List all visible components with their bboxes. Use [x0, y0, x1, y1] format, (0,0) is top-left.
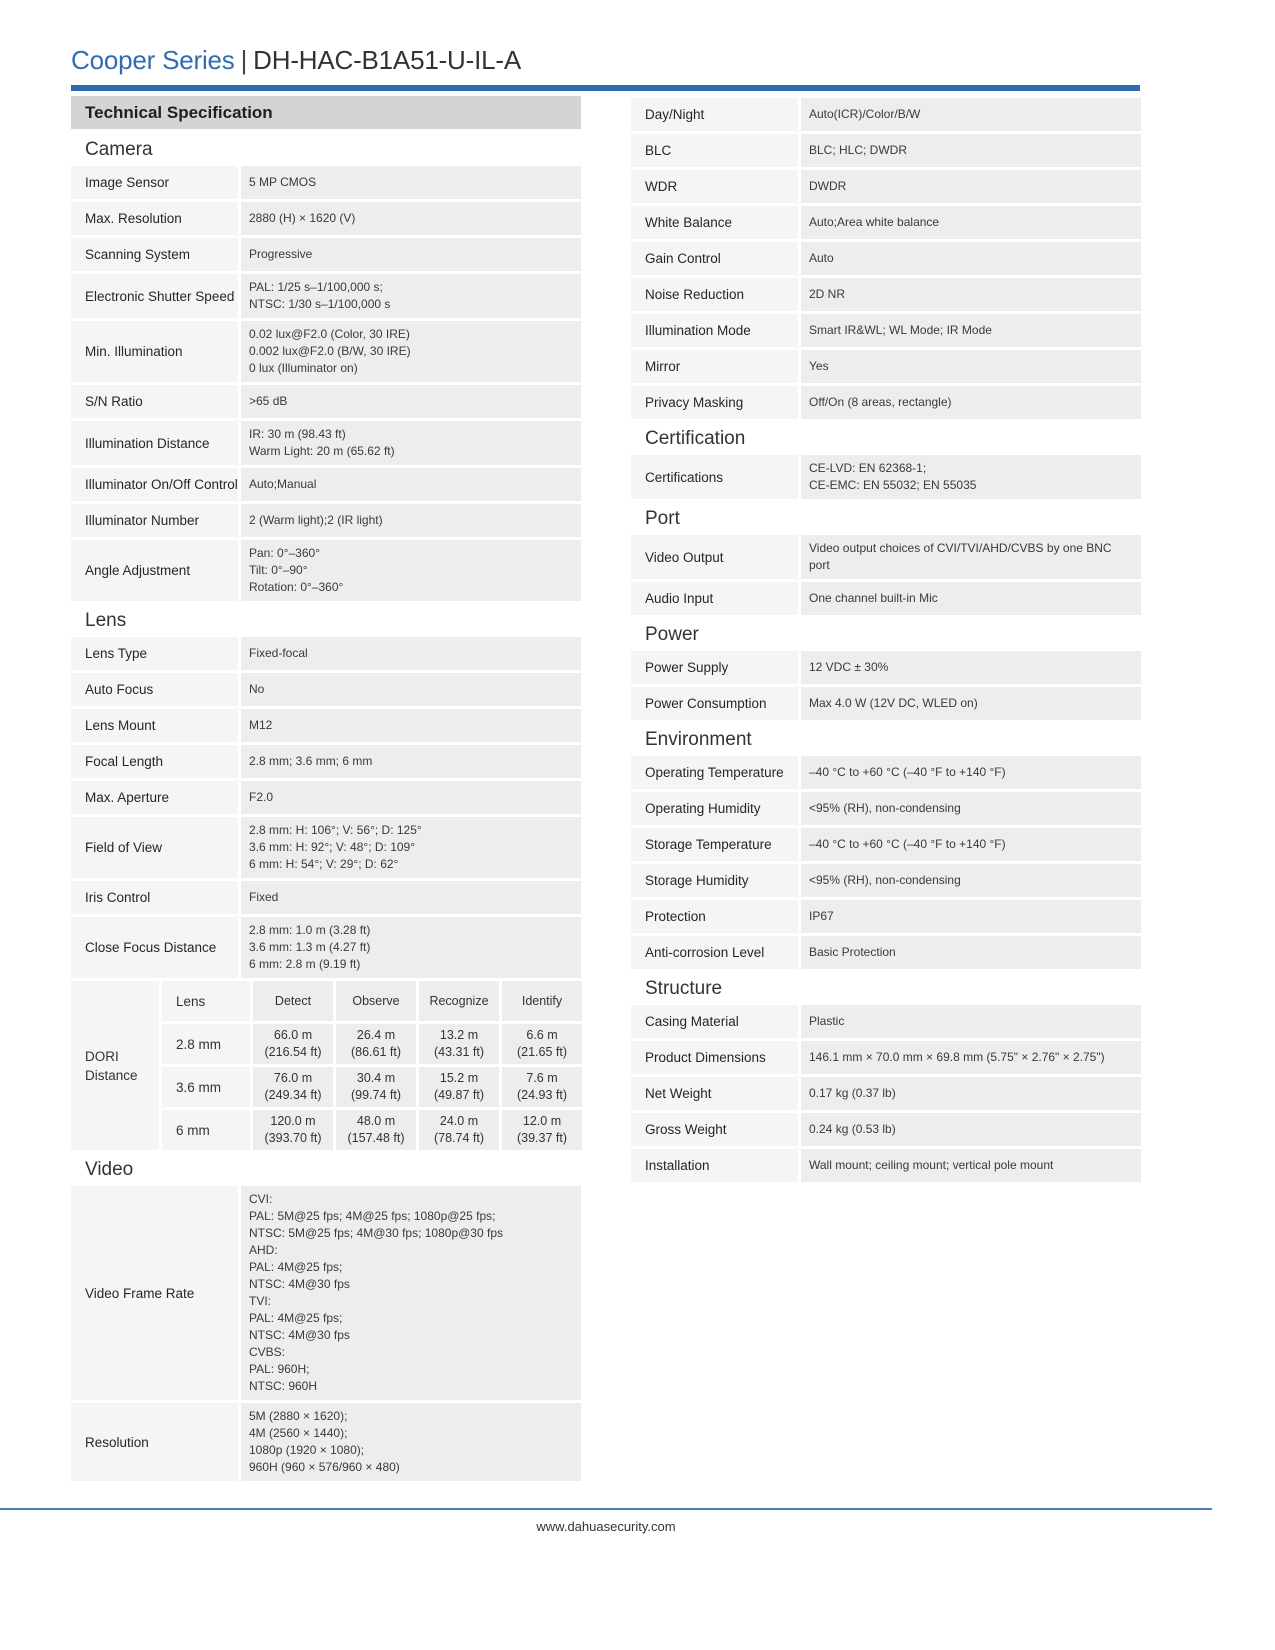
spec-value [241, 917, 581, 978]
spec-row [71, 166, 581, 199]
spec-label: Product Dimensions [631, 1041, 798, 1074]
spec-label: Storage Humidity [631, 864, 798, 897]
spec-value-line: IR: 30 m (98.43 ft) [249, 427, 346, 441]
spec-value [241, 385, 581, 418]
spec-row [71, 673, 581, 706]
spec-row [631, 350, 1141, 383]
dori-header-identify: Identify [502, 981, 582, 1021]
spec-value-line: NTSC: 4M@30 fps [249, 1277, 350, 1291]
spec-label: White Balance [631, 206, 798, 239]
spec-value-line: Smart IR&WL; WL Mode; IR Mode [809, 323, 992, 337]
spec-row [631, 170, 1141, 203]
dori-cell [502, 1024, 582, 1064]
spec-value-line: NTSC: 4M@30 fps [249, 1328, 350, 1342]
dori-cell [336, 1110, 416, 1150]
spec-value-line: 6 mm: H: 54°; V: 29°; D: 62° [249, 857, 399, 871]
spec-value [801, 936, 1141, 969]
title-separator: | [240, 45, 248, 75]
spec-row [631, 864, 1141, 897]
spec-value [801, 98, 1141, 131]
title-rule [71, 85, 1140, 91]
right-column [631, 98, 1141, 1185]
spec-row [631, 1113, 1141, 1146]
section-title-port: Port [645, 508, 680, 529]
dori-cell-line: 76.0 m [273, 1071, 313, 1085]
power-table [631, 651, 1141, 720]
dori-cell-line: (393.70 ft) [264, 1131, 322, 1145]
dori-cell-line: (249.34 ft) [264, 1088, 322, 1102]
spec-value-line: Warm Light: 20 m (65.62 ft) [249, 444, 395, 458]
spec-value [801, 455, 1141, 499]
spec-value [801, 828, 1141, 861]
dori-cell-line: 15.2 m [439, 1071, 479, 1085]
spec-label: Lens Mount [71, 709, 238, 742]
dori-cell [419, 1024, 499, 1064]
spec-value-line: Progressive [249, 247, 313, 261]
spec-value-line: Plastic [809, 1014, 845, 1028]
dori-cell-line: 120.0 m [270, 1114, 316, 1128]
dori-lens: 6 mm [162, 1110, 250, 1150]
spec-label: Anti-corrosion Level [631, 936, 798, 969]
section-title-certification: Certification [645, 428, 746, 449]
spec-value-line: Auto;Manual [249, 477, 317, 491]
spec-row [631, 455, 1141, 499]
spec-value-line: <95% (RH), non-condensing [809, 873, 961, 887]
spec-label: Focal Length [71, 745, 238, 778]
dori-table [71, 981, 581, 1150]
spec-value-line: 0.24 kg (0.53 lb) [809, 1122, 896, 1136]
spec-label: Field of View [71, 817, 238, 878]
spec-label: Max. Resolution [71, 202, 238, 235]
dori-cell-line: 48.0 m [356, 1114, 396, 1128]
spec-row [71, 917, 581, 978]
dori-cell-line: (216.54 ft) [264, 1045, 322, 1059]
spec-value-line: NTSC: 960H [249, 1379, 318, 1393]
dori-cell [253, 1024, 333, 1064]
dori-cell [336, 1067, 416, 1107]
spec-label: Auto Focus [71, 673, 238, 706]
spec-label: Storage Temperature [631, 828, 798, 861]
spec-label: Gross Weight [631, 1113, 798, 1146]
dori-header-recognize: Recognize [419, 981, 499, 1021]
dori-cell-line: 6.6 m [526, 1028, 558, 1042]
spec-row [631, 1041, 1141, 1074]
spec-label: Iris Control [71, 881, 238, 914]
spec-value [801, 350, 1141, 383]
spec-value [801, 1005, 1141, 1038]
environment-table [631, 756, 1141, 969]
spec-value [241, 540, 581, 601]
section-title-lens: Lens [85, 610, 127, 631]
spec-value-line: 2D NR [809, 287, 846, 301]
spec-label: Power Consumption [631, 687, 798, 720]
spec-row [631, 756, 1141, 789]
dori-cell-line: 13.2 m [439, 1028, 479, 1042]
spec-value-line: PAL: 4M@25 fps; [249, 1260, 343, 1274]
spec-value-line: CE-LVD: EN 62368-1; [809, 461, 927, 475]
dori-cell-line: (99.74 ft) [350, 1088, 402, 1102]
dori-cell-line: (24.93 ft) [516, 1088, 568, 1102]
spec-value-line: 5M (2880 × 1620); [249, 1409, 348, 1423]
dori-header-detect: Detect [253, 981, 333, 1021]
spec-row [631, 792, 1141, 825]
dori-cell-line: (21.65 ft) [516, 1045, 568, 1059]
spec-label: Noise Reduction [631, 278, 798, 311]
spec-row [631, 278, 1141, 311]
spec-value-line: 0.02 lux@F2.0 (Color, 30 IRE) [249, 327, 410, 341]
spec-label: Resolution [71, 1403, 238, 1481]
spec-label: Max. Aperture [71, 781, 238, 814]
spec-label: Certifications [631, 455, 798, 499]
spec-value-line: PAL: 5M@25 fps; 4M@25 fps; 1080p@25 fps; [249, 1209, 496, 1223]
lens-table [71, 637, 581, 978]
spec-row [631, 134, 1141, 167]
spec-value-line: >65 dB [249, 394, 288, 408]
spec-row [71, 421, 581, 465]
spec-row [71, 1186, 581, 1400]
spec-label: Close Focus Distance [71, 917, 238, 978]
spec-value [241, 238, 581, 271]
spec-value-line: CE-EMC: EN 55032; EN 55035 [809, 478, 977, 492]
dori-cell-line: (49.87 ft) [433, 1088, 485, 1102]
spec-label: BLC [631, 134, 798, 167]
section-title-video: Video [85, 1159, 134, 1180]
spec-value-line: Max 4.0 W (12V DC, WLED on) [809, 696, 978, 710]
dori-cell [502, 1067, 582, 1107]
spec-label: WDR [631, 170, 798, 203]
spec-row [631, 828, 1141, 861]
spec-value [241, 504, 581, 537]
spec-value [801, 1041, 1141, 1074]
spec-value [241, 166, 581, 199]
left-column [71, 96, 581, 1484]
spec-value-line: Rotation: 0°–360° [249, 580, 344, 594]
spec-label: Image Sensor [71, 166, 238, 199]
spec-row [71, 274, 581, 318]
spec-row [631, 206, 1141, 239]
dori-cell-line: 30.4 m [356, 1071, 396, 1085]
dori-cell-line: (78.74 ft) [433, 1131, 485, 1145]
spec-row [71, 321, 581, 382]
spec-value [241, 781, 581, 814]
spec-value [801, 651, 1141, 684]
spec-label: Illumination Mode [631, 314, 798, 347]
spec-value [801, 792, 1141, 825]
spec-value-line: 3.6 mm: H: 92°; V: 48°; D: 109° [249, 840, 416, 854]
series-name: Cooper Series [71, 45, 235, 75]
dori-title [71, 981, 159, 1150]
spec-label: Casing Material [631, 1005, 798, 1038]
spec-value-line: 2 (Warm light);2 (IR light) [249, 513, 383, 527]
dori-cell-line: 26.4 m [356, 1028, 396, 1042]
spec-row [71, 540, 581, 601]
spec-value [801, 864, 1141, 897]
spec-row [631, 386, 1141, 419]
spec-value-line: PAL: 4M@25 fps; [249, 1311, 343, 1325]
spec-value [241, 202, 581, 235]
spec-value-line: TVI: [249, 1294, 272, 1308]
spec-value-line: IP67 [809, 909, 834, 923]
spec-row [631, 1149, 1141, 1182]
spec-value-line: <95% (RH), non-condensing [809, 801, 961, 815]
spec-value-line: –40 °C to +60 °C (–40 °F to +140 °F) [809, 837, 1006, 851]
spec-label: Power Supply [631, 651, 798, 684]
spec-value-line: 5 MP CMOS [249, 175, 317, 189]
spec-row [71, 881, 581, 914]
dori-title-line: DORI [85, 1048, 119, 1064]
spec-row [71, 385, 581, 418]
spec-value-line: 12 VDC ± 30% [809, 660, 889, 674]
spec-value [801, 134, 1141, 167]
spec-value-line: NTSC: 1/30 s–1/100,000 s [249, 297, 391, 311]
spec-value-line: CVI: [249, 1192, 273, 1206]
spec-value [801, 386, 1141, 419]
dori-cell [419, 1110, 499, 1150]
port-table [631, 535, 1141, 615]
spec-value-line: 3.6 mm: 1.3 m (4.27 ft) [249, 940, 371, 954]
dori-header-lens: Lens [162, 981, 250, 1021]
spec-label: Gain Control [631, 242, 798, 275]
spec-value-line: Off/On (8 areas, rectangle) [809, 395, 952, 409]
spec-value-line: One channel built-in Mic [809, 591, 938, 605]
spec-value-line: 0.17 kg (0.37 lb) [809, 1086, 896, 1100]
spec-value-line: CVBS: [249, 1345, 286, 1359]
spec-label: Illumination Distance [71, 421, 238, 465]
spec-value-line: 2.8 mm; 3.6 mm; 6 mm [249, 754, 373, 768]
spec-label: Mirror [631, 350, 798, 383]
spec-row [631, 242, 1141, 275]
spec-value [241, 709, 581, 742]
spec-value-line: Auto(ICR)/Color/B/W [809, 107, 921, 121]
spec-value-line: 0 lux (Illuminator on) [249, 361, 358, 375]
certification-table [631, 455, 1141, 499]
spec-value-line: Video output choices of CVI/TVI/AHD/CVBS by one BNC port [809, 541, 1112, 572]
dori-lens: 3.6 mm [162, 1067, 250, 1107]
spec-value [241, 274, 581, 318]
spec-value [801, 206, 1141, 239]
spec-value-line: PAL: 960H; [249, 1362, 310, 1376]
spec-value [801, 1149, 1141, 1182]
spec-value [801, 687, 1141, 720]
spec-value [241, 881, 581, 914]
spec-value-line: 4M (2560 × 1440); [249, 1426, 348, 1440]
spec-value-line: F2.0 [249, 790, 274, 804]
spec-row [631, 936, 1141, 969]
spec-value [241, 321, 581, 382]
spec-row [71, 637, 581, 670]
footer-rule [0, 1508, 1212, 1510]
spec-row [631, 582, 1141, 615]
spec-row [71, 709, 581, 742]
structure-table [631, 1005, 1141, 1182]
spec-value [801, 278, 1141, 311]
spec-row [631, 314, 1141, 347]
spec-label: Electronic Shutter Speed [71, 274, 238, 318]
spec-row [631, 1005, 1141, 1038]
spec-row [631, 535, 1141, 579]
dori-cell-line: (43.31 ft) [433, 1045, 485, 1059]
spec-value-line: 2.8 mm: H: 106°; V: 56°; D: 125° [249, 823, 422, 837]
spec-value-line: Yes [809, 359, 829, 373]
spec-label: Operating Humidity [631, 792, 798, 825]
spec-row [71, 202, 581, 235]
spec-value-line: Wall mount; ceiling mount; vertical pole mount [809, 1158, 1054, 1172]
spec-row [71, 817, 581, 878]
spec-label: Angle Adjustment [71, 540, 238, 601]
camera-table [71, 166, 581, 601]
spec-value [801, 582, 1141, 615]
spec-value-line: No [249, 682, 265, 696]
spec-label: Illuminator Number [71, 504, 238, 537]
dori-cell-line: 24.0 m [439, 1114, 479, 1128]
spec-value-line: –40 °C to +60 °C (–40 °F to +140 °F) [809, 765, 1006, 779]
spec-label: Scanning System [71, 238, 238, 271]
model-number: DH-HAC-B1A51-U-IL-A [253, 45, 521, 75]
dori-cell-line: 12.0 m [522, 1114, 562, 1128]
dori-cell [336, 1024, 416, 1064]
spec-label: Protection [631, 900, 798, 933]
spec-row [631, 98, 1141, 131]
dori-header-observe: Observe [336, 981, 416, 1021]
dori-cell-line: 7.6 m [526, 1071, 558, 1085]
camera-continued-table [631, 98, 1141, 419]
spec-label: Operating Temperature [631, 756, 798, 789]
spec-label: Video Output [631, 535, 798, 579]
spec-value-line: Auto [809, 251, 834, 265]
spec-value-line: NTSC: 5M@25 fps; 4M@30 fps; 1080p@30 fps [249, 1226, 503, 1240]
spec-value [801, 314, 1141, 347]
spec-label: Lens Type [71, 637, 238, 670]
spec-label: Illuminator On/Off Control [71, 468, 238, 501]
section-title-power: Power [645, 624, 699, 645]
dori-cell [502, 1110, 582, 1150]
spec-value [241, 745, 581, 778]
spec-value-line: Pan: 0°–360° [249, 546, 320, 560]
spec-label: Audio Input [631, 582, 798, 615]
page-title [71, 42, 521, 78]
spec-value-line: PAL: 1/25 s–1/100,000 s; [249, 280, 383, 294]
video-table [71, 1186, 581, 1481]
spec-value-line: Fixed-focal [249, 646, 308, 660]
dori-cell-line: (39.37 ft) [516, 1131, 568, 1145]
spec-value-line: M12 [249, 718, 273, 732]
dori-cell-line: 66.0 m [273, 1028, 313, 1042]
spec-row [71, 238, 581, 271]
spec-value-line: Auto;Area white balance [809, 215, 940, 229]
spec-value [241, 1186, 581, 1400]
spec-value [801, 900, 1141, 933]
spec-value-line: 2.8 mm: 1.0 m (3.28 ft) [249, 923, 371, 937]
spec-value [241, 1403, 581, 1481]
section-title-camera: Camera [85, 139, 153, 160]
spec-label: Installation [631, 1149, 798, 1182]
footer-url: www.dahuasecurity.com [536, 1519, 676, 1534]
spec-value [801, 1113, 1141, 1146]
section-title-structure: Structure [645, 978, 723, 999]
spec-value [801, 242, 1141, 275]
dori-cell [253, 1067, 333, 1107]
spec-row [71, 504, 581, 537]
spec-row [631, 651, 1141, 684]
spec-row [631, 1077, 1141, 1110]
spec-row [631, 900, 1141, 933]
dori-cell [253, 1110, 333, 1150]
spec-label: Day/Night [631, 98, 798, 131]
spec-value-line: 146.1 mm × 70.0 mm × 69.8 mm (5.75" × 2.76" × 2.75") [809, 1050, 1105, 1064]
spec-value-line: Basic Protection [809, 945, 896, 959]
spec-value-line: AHD: [249, 1243, 278, 1257]
spec-value [801, 535, 1141, 579]
spec-row [631, 687, 1141, 720]
spec-value [241, 817, 581, 878]
spec-value [801, 756, 1141, 789]
spec-label: Min. Illumination [71, 321, 238, 382]
spec-value-line: BLC; HLC; DWDR [809, 143, 908, 157]
dori-lens: 2.8 mm [162, 1024, 250, 1064]
spec-value [241, 468, 581, 501]
spec-value-line: 2880 (H) × 1620 (V) [249, 211, 356, 225]
spec-value-line: DWDR [809, 179, 847, 193]
spec-value [241, 421, 581, 465]
spec-row [71, 1403, 581, 1481]
spec-row [71, 781, 581, 814]
spec-value-line: 0.002 lux@F2.0 (B/W, 30 IRE) [249, 344, 411, 358]
spec-label: Net Weight [631, 1077, 798, 1110]
spec-row [71, 745, 581, 778]
spec-label: S/N Ratio [71, 385, 238, 418]
spec-label: Video Frame Rate [71, 1186, 238, 1400]
spec-value [801, 1077, 1141, 1110]
spec-value-line: 6 mm: 2.8 m (9.19 ft) [249, 957, 361, 971]
spec-value [241, 637, 581, 670]
spec-value [241, 673, 581, 706]
spec-value-line: Tilt: 0°–90° [249, 563, 308, 577]
spec-value [801, 170, 1141, 203]
dori-cell-line: (86.61 ft) [350, 1045, 402, 1059]
spec-header: Technical Specification [71, 96, 581, 129]
dori-cell-line: (157.48 ft) [347, 1131, 405, 1145]
section-title-environment: Environment [645, 729, 752, 750]
spec-label: Privacy Masking [631, 386, 798, 419]
spec-row [71, 468, 581, 501]
spec-value-line: 1080p (1920 × 1080); [249, 1443, 365, 1457]
spec-value-line: Fixed [249, 890, 279, 904]
dori-title-line: Distance [85, 1067, 138, 1083]
dori-cell [419, 1067, 499, 1107]
spec-value-line: 960H (960 × 576/960 × 480) [249, 1460, 400, 1474]
